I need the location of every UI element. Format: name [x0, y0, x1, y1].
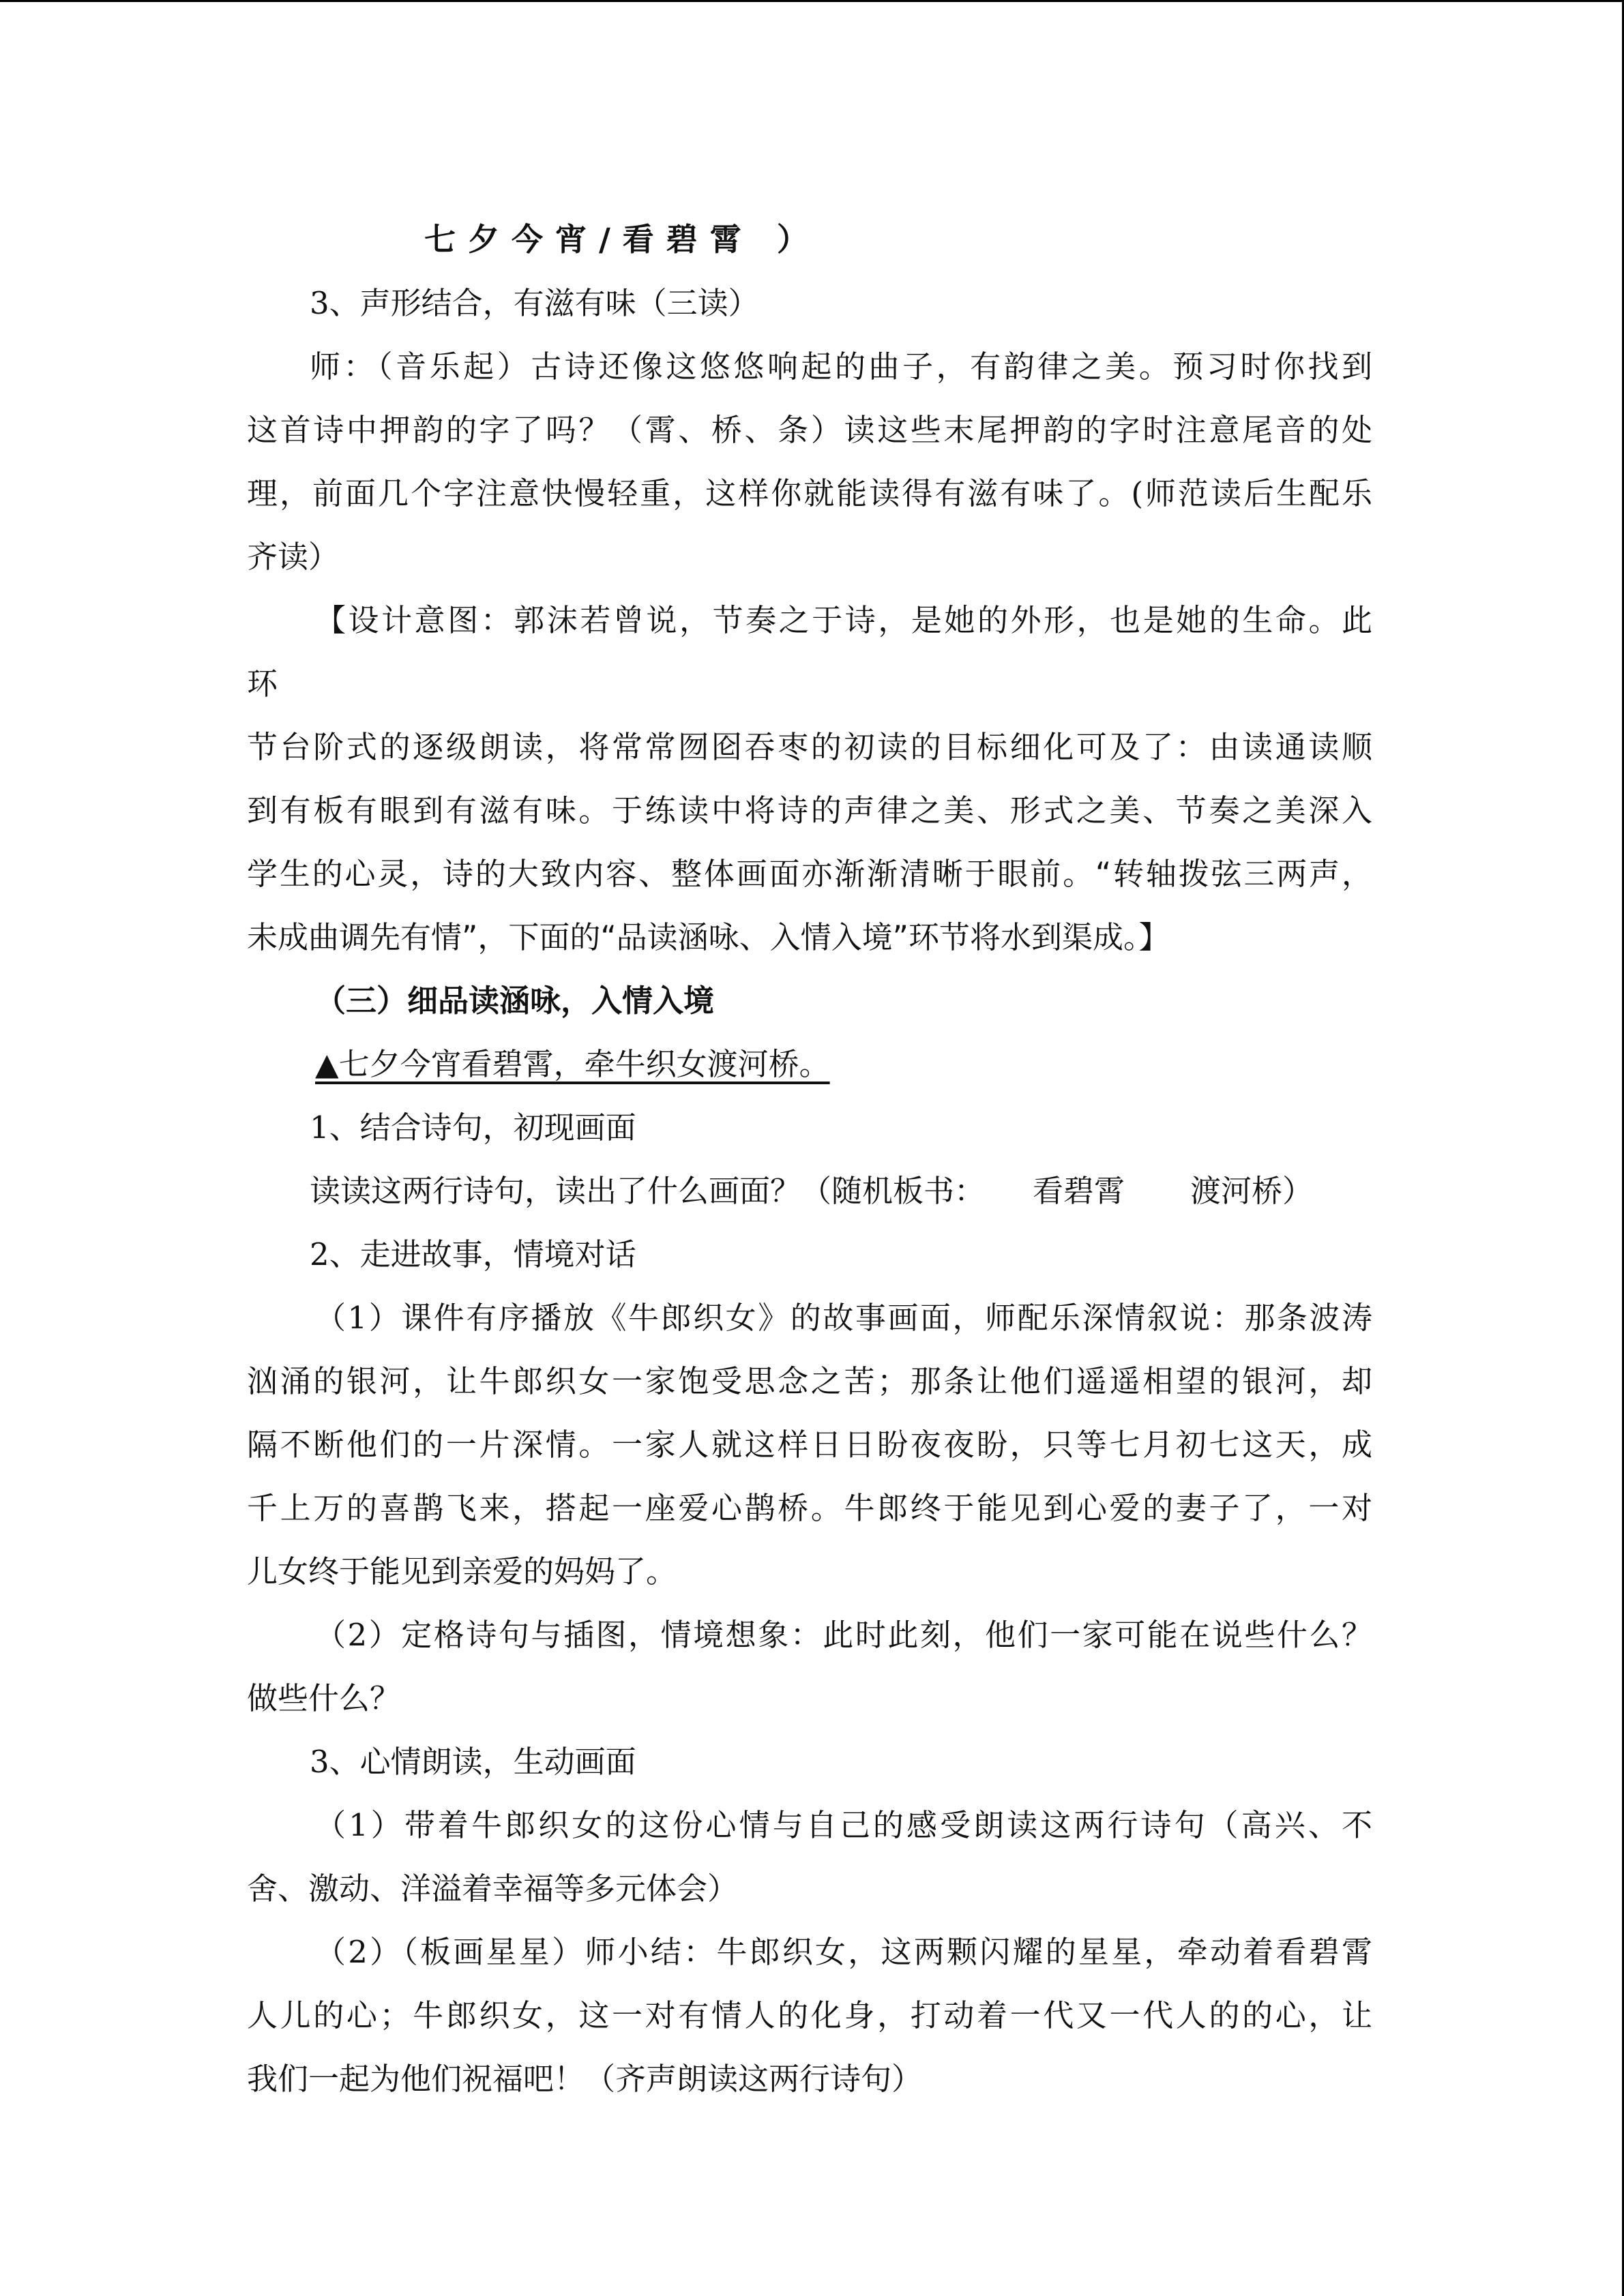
- paragraph-line: 舍、激动、洋溢着幸福等多元体会）: [247, 1870, 739, 1907]
- board-term: 渡河桥）: [1190, 1173, 1314, 1209]
- paragraph-line: 齐读）: [247, 539, 340, 575]
- paragraph-line: （1）课件有序播放《牛郎织女》的故事画面，师配乐深情叙说：那条波涛: [315, 1300, 1372, 1336]
- paragraph-line: 这首诗中押韵的字了吗？（霄、桥、条）读这些末尾押韵的字时注意尾音的处: [247, 412, 1372, 448]
- paragraph-line: （1）带着牛郎织女的这份心情与自己的感受朗读这两行诗句（高兴、不: [315, 1807, 1372, 1843]
- design-intent-line: 学生的心灵，诗的大致内容、整体画面亦渐渐清晰于眼前。“转轴拨弦三两声，: [247, 856, 1372, 892]
- design-intent-line: 未成曲调先有情”，下面的“品读涵咏、入情入境”环节将水到渠成。】: [247, 919, 1170, 955]
- paragraph-line: 理，前面几个字注意快慢轻重，这样你就能读得有滋有味了。(师范读后生配乐: [247, 475, 1372, 511]
- design-intent-line: 环: [247, 666, 278, 702]
- paragraph-line: （2）（板画星星）师小结：牛郎织女，这两颗闪耀的星星，牵动着看碧霄: [315, 1934, 1372, 1970]
- design-intent-line: 节台阶式的逐级朗读，将常常囫囵吞枣的初读的目标细化可及了：由读通读顺: [247, 729, 1372, 765]
- step-heading: 3、心情朗读，生动画面: [310, 1744, 636, 1780]
- page-border-top: [0, 0, 1624, 2]
- paragraph-line: 儿女终于能见到亲爱的妈妈了。: [247, 1553, 677, 1590]
- board-term: 看碧霄: [1033, 1173, 1125, 1209]
- paragraph-line: 汹涌的银河，让牛郎织女一家饱受思念之苦；那条让他们遥遥相望的银河，却: [247, 1363, 1372, 1399]
- paragraph-line: 我们一起为他们祝福吧！（齐声朗读这两行诗句）: [247, 2061, 923, 2097]
- board-prompt: 读读这两行诗句，读出了什么画面？（随机板书：: [310, 1173, 986, 1209]
- paragraph-line: 千上万的喜鹊飞来，搭起一座爱心鹊桥。牛郎终于能见到心爱的妻子了，一对: [247, 1490, 1372, 1526]
- paragraph-line: 师：（音乐起）古诗还像这悠悠响起的曲子，有韵律之美。预习时你找到: [310, 348, 1372, 385]
- poem-line: ▲七夕今宵看碧霄，牵牛织女渡河桥。: [315, 1046, 830, 1082]
- paragraph-line: [247, 1159, 1372, 1223]
- paragraph-line: 人儿的心；牛郎织女，这一对有情人的化身，打动着一代又一代人的的心，让: [247, 1997, 1372, 2033]
- document-title: 七夕今宵/看碧霄 ）: [424, 221, 821, 258]
- section-heading: 3、声形结合，有滋有味（三读）: [310, 285, 759, 321]
- paragraph-line: 隔不断他们的一片深情。一家人就这样日日盼夜夜盼，只等七月初七这天，成: [247, 1427, 1372, 1463]
- paragraph-line: （2）定格诗句与插图，情境想象：此时此刻，他们一家可能在说些什么？: [315, 1617, 1372, 1653]
- step-heading: 1、结合诗句，初现画面: [310, 1109, 636, 1146]
- design-intent-line: 【设计意图：郭沫若曾说，节奏之于诗，是她的外形，也是她的生命。此: [315, 602, 1372, 638]
- section-heading: （三）细品读涵咏，入情入境: [315, 983, 715, 1019]
- step-heading: 2、走进故事，情境对话: [310, 1236, 636, 1272]
- design-intent-line: 到有板有眼到有滋有味。于练读中将诗的声律之美、形式之美、节奏之美深入: [247, 792, 1372, 829]
- paragraph-line: 做些什么？: [247, 1680, 401, 1716]
- document-body: [247, 208, 1372, 2111]
